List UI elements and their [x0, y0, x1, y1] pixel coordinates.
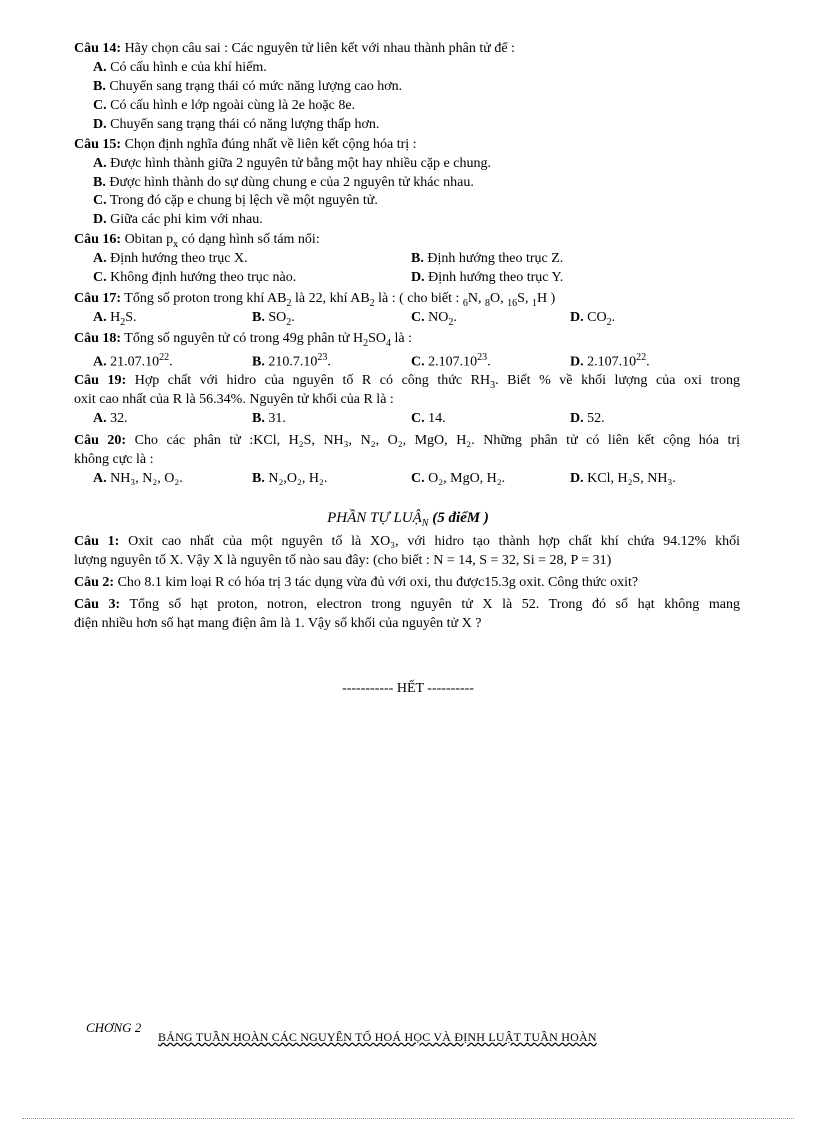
option-15d: D. Giữa các phi kim với nhau. — [93, 212, 263, 227]
option-20c: C. O₂, MgO, H₂. — [411, 471, 506, 486]
footer-chapter: CHƠNG 2 — [86, 1020, 142, 1035]
option-14c: C. Có cấu hình e lớp ngoài cùng là 2e hoặc 8e. — [93, 98, 356, 113]
option-16d: D. Định hướng theo trục Y. — [411, 270, 564, 285]
option-15a: A. Được hình thành giữa 2 nguyên tử bằng một hay nhiều cặp e chung. — [93, 156, 491, 171]
option-20b: B. N₂,O₂, H₂. — [252, 471, 328, 486]
option-19c: C. 14. — [411, 411, 446, 426]
option-15b: B. Được hình thành do sự dùng chung e của 2 nguyên tử khác nhau. — [93, 175, 474, 190]
option-20d: D. KCl, H₂S, NH₃. — [570, 471, 676, 486]
option-19a: A. 32. — [93, 411, 128, 426]
essay-question-2: Câu 2: Cho 8.1 kim loại R có hóa trị 3 tác dụng vừa đủ với oxi, thu được15.3g oxit. Công thức oxit? — [74, 575, 639, 590]
essay-question-1: Câu 1: Oxit cao nhất của một nguyên tố là XO₃, với hidro tạo thành hợp chất khí chứa 94.12% khối — [74, 534, 740, 549]
option-17a: A. $H_2S$. — [93, 310, 137, 328]
page-bottom-divider — [22, 1118, 794, 1119]
essay-question-1-cont: lượng nguyên tố X. Vậy X là nguyên tố nào sau đây: (cho biết : N = 14, S = 32, Si = 28, P = 31) — [74, 553, 612, 568]
question-19-cont: oxit cao nhất của R là 56.34%. Nguyên tử khối của R là : — [74, 392, 394, 407]
option-20a: A. NH₃, N₂, O₂. — [93, 471, 183, 486]
question-20: Câu 20: Cho các phân tử :KCl, H₂S, NH₃, N₂, O₂, MgO, H₂. Những phân tử có liên kết cộng hóa trị — [74, 433, 740, 448]
essay-question-3: Câu 3: Tổng số hạt proton, notron, electron trong nguyên tử X là 52. Trong đó số hạt không mang — [74, 597, 740, 612]
option-18b: B. 210.7.10$^{23}$. — [252, 352, 331, 370]
option-19b: B. 31. — [252, 411, 286, 426]
option-18a: A. 21.07.10$^{22}$. — [93, 352, 173, 370]
option-16c: C. Không định hướng theo trục nào. — [93, 270, 297, 285]
question-16: Câu 16: Obitan $p_x$ có dạng hình số tám nổi: — [74, 232, 320, 250]
option-16a: A. Định hướng theo trục X. — [93, 251, 248, 266]
question-19: Câu 19: Hợp chất với hidro của nguyên tố R có công thức $RH_3$. Biết % về khối lượng của oxi trong — [74, 373, 740, 391]
essay-question-3-cont: điện nhiều hơn số hạt mang điện âm là 1. Vậy số khối của nguyên tử X ? — [74, 616, 482, 631]
question-17: Câu 17: Tổng số proton trong khí $AB_2$ là 22, khí $AB_2$ là : ( cho biết : $_6$N, $_8$O, $_{16}$S, $_1$H ) — [74, 291, 556, 309]
question-15 — [74, 136, 417, 153]
question-14 — [74, 40, 515, 57]
option-17b: B. $SO_2$. — [252, 310, 295, 328]
option-18d: D. 2.107.10$^{22}$. — [570, 352, 650, 370]
option-14d: D. Chuyển sang trạng thái có năng lượng thấp hơn. — [93, 117, 380, 132]
option-16b: B. Định hướng theo trục Z. — [411, 251, 564, 266]
question-stem: Hãy chọn câu sai : Các nguyên tử liên kết với nhau thành phân tử để : — [121, 41, 515, 56]
question-stem: Chọn định nghĩa đúng nhất về liên kết cộng hóa trị : — [121, 137, 417, 152]
section-title: PHẦN TỰ LUẬ$_N$ (5 điểM ) — [327, 510, 489, 529]
option-17d: D. $CO_2$. — [570, 310, 616, 328]
question-label: Câu 15: — [74, 137, 122, 152]
option-14b: B. Chuyển sang trạng thái có mức năng lượng cao hơn. — [93, 79, 403, 94]
option-14a: A. Có cấu hình e của khí hiếm. — [93, 60, 267, 75]
option-15c: C. Trong đó cặp e chung bị lệch về một nguyên tử. — [93, 193, 378, 208]
question-20-cont: không cực là : — [74, 452, 154, 467]
question-label: Câu 14: — [74, 41, 122, 56]
question-18: Câu 18: Tổng số nguyên tử có trong 49g phân tử $H_2SO_4$ là : — [74, 331, 412, 349]
end-mark: ----------- HẾT ---------- — [342, 681, 474, 696]
option-18c: C. 2.107.10$^{23}$. — [411, 352, 491, 370]
footer-title: BẢNG TUẦN HOÀN CÁC NGUYÊN TỐ HOÁ HỌC VÀ ĐỊNH LUẬT TUẦN HOÀN — [158, 1030, 597, 1044]
option-17c: C. $NO_2$. — [411, 310, 457, 328]
option-19d: D. 52. — [570, 411, 605, 426]
